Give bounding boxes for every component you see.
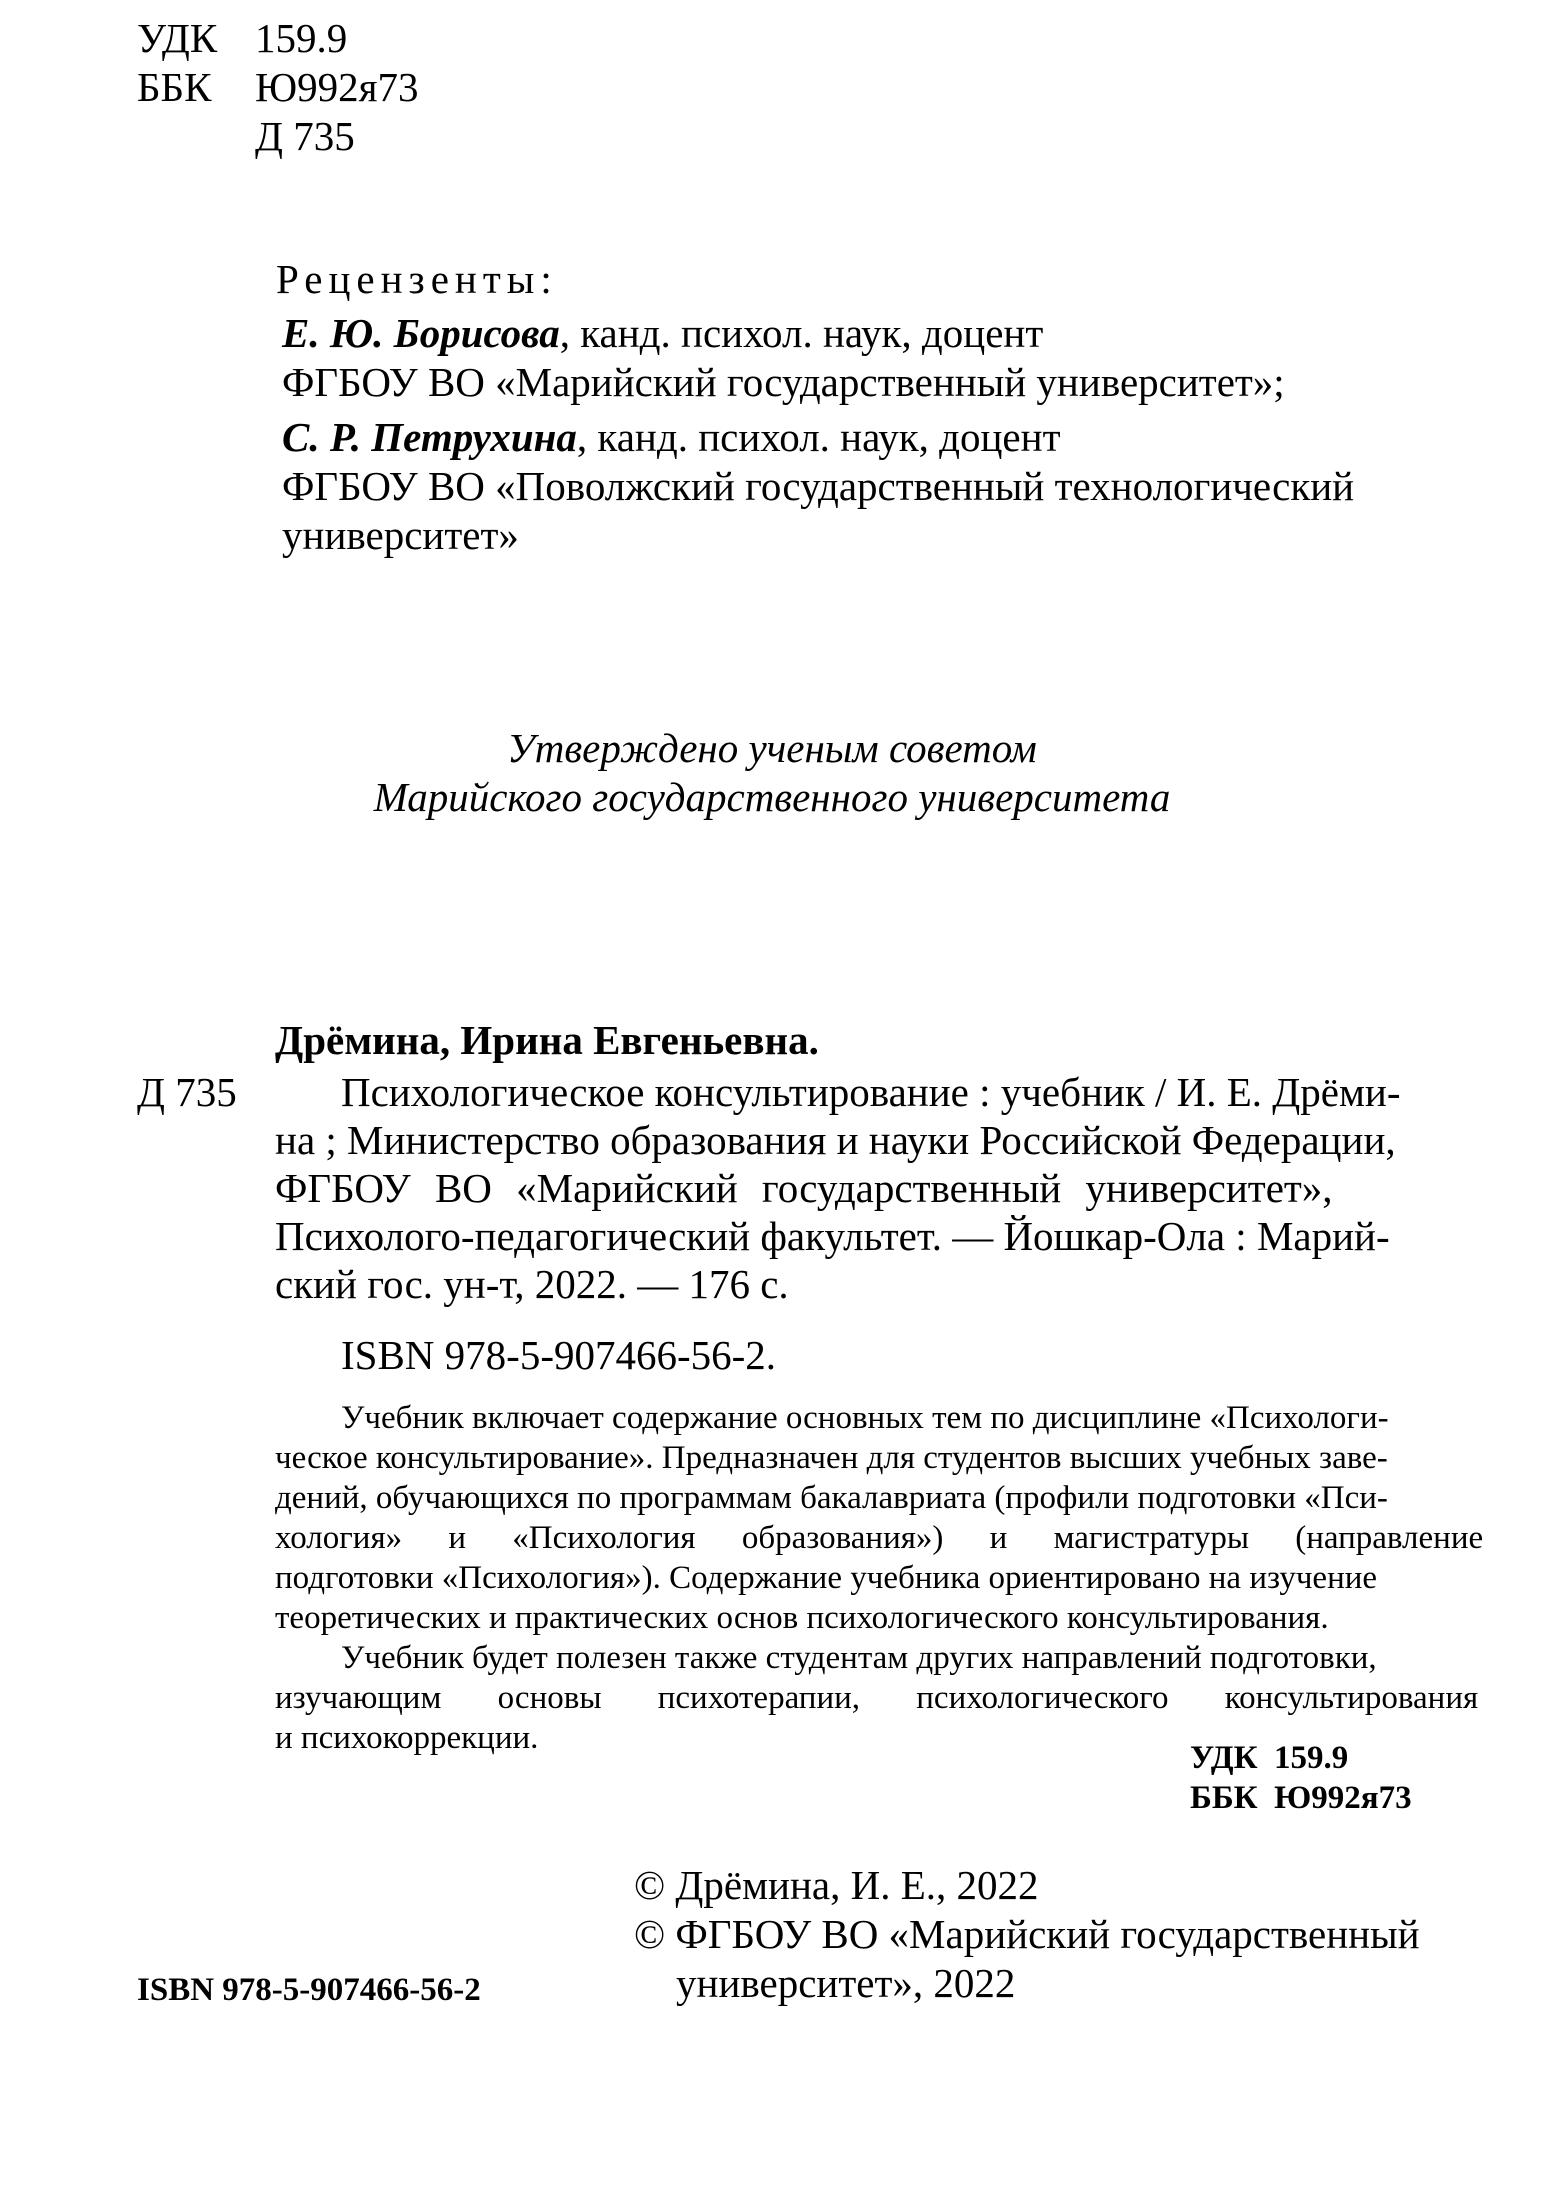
annotation-p1-line-4: хология» и «Психология образования») и магистратуры (направление xyxy=(275,1520,1484,1556)
annotation-p1-line-3: дений, обучающихся по программам бакалавриата (профили подготовки «Пси- xyxy=(275,1480,1388,1516)
bib-description xyxy=(275,1068,1433,1308)
annotation-p1-line-1: Учебник включает содержание основных тем по дисциплине «Психологи- xyxy=(341,1400,1389,1436)
reviewer-2-org-line2: университет» xyxy=(282,512,519,558)
copyright-line-3: университет», 2022 xyxy=(676,1960,1016,2006)
bib-line-1: Психологическое консультирование : учебник / И. Е. Дрёми- xyxy=(341,1069,1401,1115)
bbk-label: ББК xyxy=(137,64,212,110)
reviewer-2-name: С. Р. Петрухина xyxy=(282,414,577,460)
annotation-p1-line-6: теоретических и практических основ психологического консультирования. xyxy=(275,1600,1329,1636)
reviewer-2-title: , канд. психол. наук, доцент xyxy=(576,414,1061,460)
reviewers-heading: Рецензенты: xyxy=(276,256,558,302)
author-mark: Д 735 xyxy=(255,113,355,159)
codes-bbk: ББК Ю992я73 xyxy=(1190,1780,1412,1816)
udk-label: УДК xyxy=(137,15,218,61)
bib-line-5: ский гос. ун-т, 2022. — 176 с. xyxy=(275,1261,789,1307)
reviewer-1-org: ФГБОУ ВО «Марийский государственный университет»; xyxy=(282,359,1285,405)
copyright-line-2: © ФГБОУ ВО «Марийский государственный xyxy=(634,1911,1420,1957)
approval-line-1: Утверждено ученым советом xyxy=(507,725,1037,771)
bib-mark: Д 735 xyxy=(137,1069,237,1115)
reviewer-1-line xyxy=(282,309,1043,357)
reviewer-2-line xyxy=(282,413,1061,461)
isbn-footer: ISBN 978-5-907466-56-2 xyxy=(137,1972,481,2008)
bib-line-4: Психолого-педагогический факультет. — Йошкар-Ола : Марий- xyxy=(275,1213,1390,1259)
bib-isbn: ISBN 978-5-907466-56-2. xyxy=(341,1332,777,1378)
annotation-p2-line-2: изучающим основы психотерапии, психологического консультирования xyxy=(275,1680,1479,1716)
annotation-p2-line-3: и психокоррекции. xyxy=(275,1720,539,1756)
reviewer-1-name: Е. Ю. Борисова xyxy=(282,310,560,356)
annotation xyxy=(275,1398,1484,1758)
annotation-p2-line-1: Учебник будет полезен также студентам других направлений подготовки, xyxy=(341,1640,1377,1676)
udk-value: 159.9 xyxy=(255,15,348,61)
udk-line xyxy=(137,14,347,62)
bbk-value: Ю992я73 xyxy=(255,64,419,110)
annotation-p1-line-5: подготовки «Психология»). Содержание учебника ориентировано на изучение xyxy=(275,1560,1378,1596)
annotation-p1-line-2: ческое консультирование». Предназначен для студентов высших учебных заве- xyxy=(275,1440,1388,1476)
bbk-line xyxy=(137,63,419,111)
bib-line-2: на ; Министерство образования и науки Российской Федерации, xyxy=(275,1117,1396,1163)
bib-line-3: ФГБОУ ВО «Марийский государственный университет», xyxy=(275,1165,1333,1211)
bib-author-heading: Дрёмина, Ирина Евгеньевна. xyxy=(275,1017,819,1063)
copyright-line-1: © Дрёмина, И. Е., 2022 xyxy=(634,1862,1039,1908)
reviewer-2-org-line1: ФГБОУ ВО «Поволжский государственный технологический xyxy=(282,463,1355,509)
codes-udk: УДК 159.9 xyxy=(1190,1740,1349,1776)
approval-line-2: Марийского государственного университета xyxy=(373,774,1171,820)
reviewer-1-title: , канд. психол. наук, доцент xyxy=(559,310,1044,356)
